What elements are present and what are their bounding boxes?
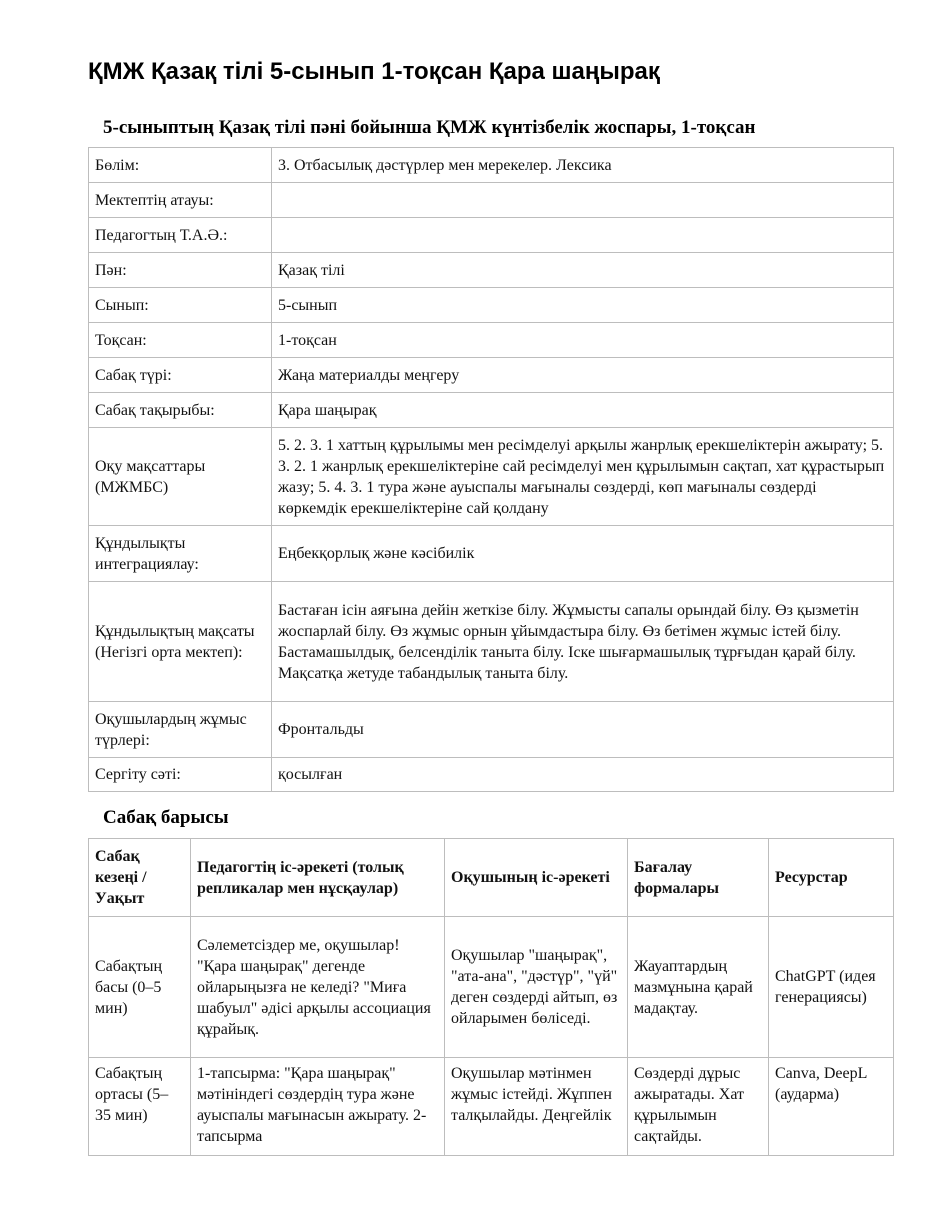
info-value: 5-сынып [272,288,894,323]
resources: Canva, DeepL (аударма) [769,1058,894,1156]
info-row-subject [89,253,894,288]
info-row-lesson-topic [89,393,894,428]
document-title: ҚМЖ Қазақ тілі 5-сынып 1-тоқсан Қара шаңырақ [88,58,660,85]
info-value: 3. Отбасылық дәстүрлер мен мерекелер. Лексика [272,148,894,183]
column-header: Сабақ кезеңі / Уақыт [89,839,191,917]
plan-subtitle: 5-сыныптың Қазақ тілі пәні бойынша ҚМЖ күнтізбелік жоспары, 1-тоқсан [103,117,756,138]
info-value [272,183,894,218]
info-label: Бөлім: [89,148,272,183]
info-value: 5. 2. 3. 1 хаттың құрылымы мен ресімделуі арқылы жанрлық ерекшеліктерін ажырату; 5. 3. 2. 1 жанрлық ерекшеліктеріне сай ресімделуі мен құрылымын сақтап, хат құрастырып жазу; 5. 4. 3. 1 тура және ауыспалы мағыналы сөздерді, көп мағыналы сөздерді көркемдік ерекшеліктеріне сай қолдану [272,428,894,526]
info-row-school [89,183,894,218]
info-label: Оқушылардың жұмыс түрлері: [89,702,272,758]
info-label: Сергіту сәті: [89,758,272,792]
info-row-lesson-type [89,358,894,393]
info-value: Қара шаңырақ [272,393,894,428]
info-value: Фронтальды [272,702,894,758]
info-label: Сабақ түрі: [89,358,272,393]
teacher-activity: Сәлеметсіздер ме, оқушылар! "Қара шаңырақ" дегенде ойларыңызға не келеді? "Миға шабуыл" әдісі арқылы ассоциация құрайық. [191,917,445,1058]
teacher-activity: 1-тапсырма: "Қара шаңырақ" мәтініндегі сөздердің тура және ауыспалы мағынасын ажырату. 2-тапсырма [191,1058,445,1156]
lesson-info-table [88,147,894,792]
column-header: Бағалау формалары [628,839,769,917]
info-row-quarter [89,323,894,358]
info-value [272,218,894,253]
info-label: Пән: [89,253,272,288]
info-row-work-forms [89,702,894,758]
info-label: Педагогтың Т.А.Ә.: [89,218,272,253]
student-activity: Оқушылар "шаңырақ", "ата-ана", "дәстүр", "үй" деген сөздерді айтып, өз ойларымен бөліседі. [445,917,628,1058]
info-label: Оқу мақсаттары (МЖМБС) [89,428,272,526]
info-value: Бастаған ісін аяғына дейін жеткізе білу. Жұмысты сапалы орындай білу. Өз қызметін жоспарлай білу. Өз жұмыс орнын ұйымдастыра білу. Өз бетімен жұмыс істей білу. Бастамашылдық, белсенділік таныта білу. Іске шығармашылық тұрғыдан қарай білу. Мақсатқа жетуде табандылық таныта білу. [272,582,894,702]
info-row-section [89,148,894,183]
info-label: Тоқсан: [89,323,272,358]
lesson-row [89,917,894,1058]
info-value: Қазақ тілі [272,253,894,288]
column-header: Оқушының іс-әрекеті [445,839,628,917]
info-row-refreshment [89,758,894,792]
info-value: Жаңа материалды меңгеру [272,358,894,393]
info-row-value-integration [89,526,894,582]
assessment-form: Жауаптардың мазмұнына қарай мадақтау. [628,917,769,1058]
lesson-stage: Сабақтың басы (0–5 мин) [89,917,191,1058]
info-value: 1-тоқсан [272,323,894,358]
assessment-form: Сөздерді дұрыс ажыратады. Хат құрылымын сақтайды. [628,1058,769,1156]
resources: ChatGPT (идея генерациясы) [769,917,894,1058]
info-label: Құндылықтың мақсаты (Негізгі орта мектеп): [89,582,272,702]
student-activity: Оқушылар мәтінмен жұмыс істейді. Жұппен талқылайды. Деңгейлік [445,1058,628,1156]
info-row-value-goal [89,582,894,702]
info-label: Құндылықты интеграциялау: [89,526,272,582]
info-row-grade [89,288,894,323]
info-row-learning-objectives [89,428,894,526]
lesson-row [89,1058,894,1156]
lesson-header-row [89,839,894,917]
info-label: Сабақ тақырыбы: [89,393,272,428]
info-label: Мектептің атауы: [89,183,272,218]
column-header: Педагогтің іс-әрекеті (толық репликалар мен нұсқаулар) [191,839,445,917]
info-value: қосылған [272,758,894,792]
column-header: Ресурстар [769,839,894,917]
lesson-flow-table [88,838,894,1156]
lesson-section-title: Сабақ барысы [103,807,229,828]
lesson-stage: Сабақтың ортасы (5–35 мин) [89,1058,191,1156]
info-value: Еңбекқорлық және кәсібилік [272,526,894,582]
info-row-teacher [89,218,894,253]
info-label: Сынып: [89,288,272,323]
